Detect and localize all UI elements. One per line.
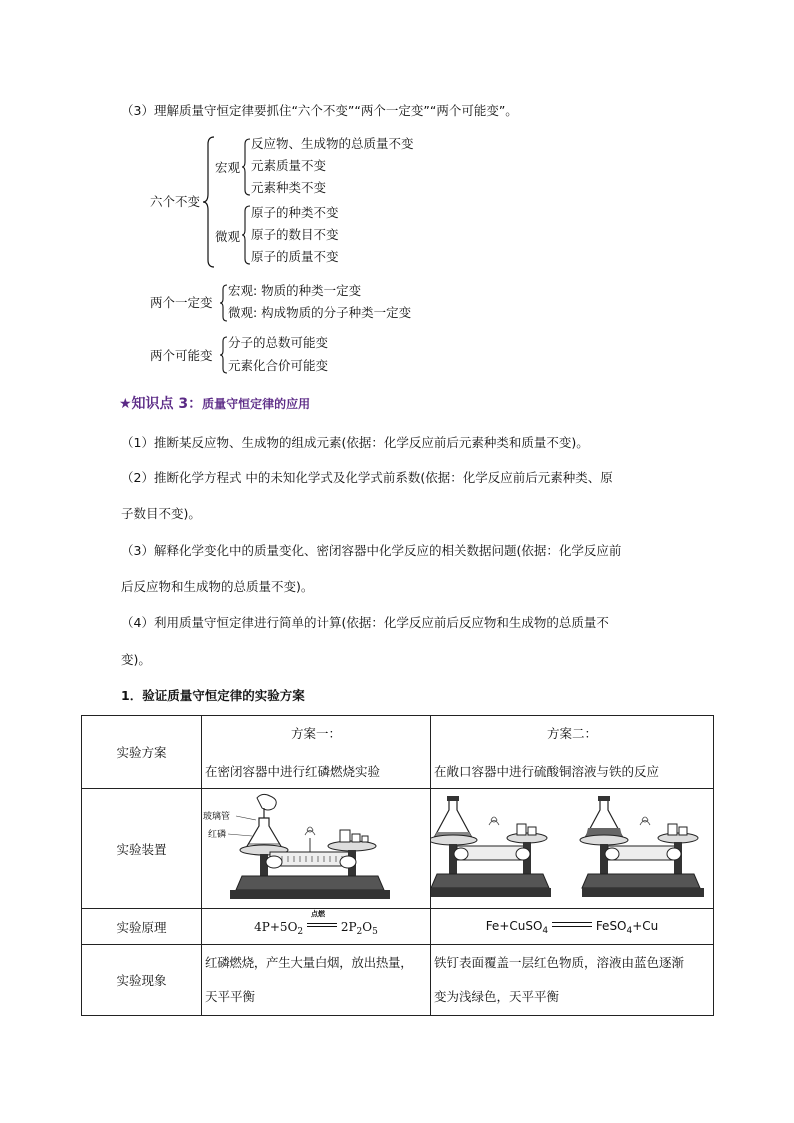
plan2-desc: 在敞口容器中进行硫酸铜溶液与铁的反应 [434, 764, 660, 779]
equation1-left-sub: 2 [297, 926, 304, 937]
equation1-cell [202, 909, 431, 945]
phenomenon1-cell [202, 945, 431, 1016]
phenomenon1-line: 天平平衡 [205, 989, 256, 1004]
phenomenon2-cell [431, 945, 714, 1016]
equation1-right-sub2: 5 [372, 926, 378, 937]
macro-item: 元素种类不变 [251, 180, 327, 195]
two-change-brace-icon [219, 284, 228, 322]
phenomenon1-line: 红磷燃烧，产生大量白烟，放出热量， [205, 955, 413, 970]
app-line: 变)。 [121, 652, 151, 667]
two-maybe-brace-icon [219, 336, 228, 374]
six-unchanged-label: 六个不变 [150, 194, 201, 209]
micro-item: 原子的质量不变 [251, 249, 339, 264]
macro-item: 反应物、生成物的总质量不变 [251, 136, 414, 151]
micro-item: 原子的数目不变 [251, 227, 339, 242]
plan1-desc: 在密闭容器中进行红磷燃烧实验 [205, 764, 381, 779]
app-line: （2）推断化学方程式 中的未知化学式及化学式前系数(依据：化学反应前后元素种类、原 [121, 470, 613, 485]
equation1-right-mid: O [362, 919, 373, 934]
plan1-title: 方案一： [291, 726, 342, 741]
phenomenon2-line: 铁钉表面覆盖一层红色物质，溶液由蓝色逐渐 [434, 955, 685, 970]
equation1-right: 2P [340, 919, 357, 934]
equation2-right-sub: 4 [626, 925, 633, 936]
plan1-cell [202, 716, 431, 789]
two-maybe-item: 元素化合价可能变 [228, 358, 329, 373]
balance-right [580, 796, 704, 897]
red-phosphorus-label: 红磷 [208, 829, 227, 840]
intro-line: （3）理解质量守恒定律要抓住“六个不变”“两个一定变”“两个可能变”。 [121, 103, 518, 118]
row-label: 实验方案 [82, 716, 202, 789]
equation1-arrow [307, 908, 337, 931]
equation2-right: FeSO [595, 918, 627, 933]
two-maybe-label: 两个可能变 [150, 348, 213, 363]
knowledge-point-star: ★知识点 3： [119, 396, 203, 412]
experiment-table [81, 715, 714, 1016]
table-row [82, 945, 714, 1016]
table-row [82, 789, 714, 909]
app-line: 后反应物和生成物的总质量不变)。 [121, 579, 314, 594]
equation2-cell [431, 909, 714, 945]
balance-phosphorus-illustration [202, 790, 429, 908]
section-heading: 1．验证质量守恒定律的实验方案 [121, 688, 305, 703]
macro-brace-icon [241, 138, 251, 196]
two-change-item: 宏观: 物质的种类一定变 [228, 283, 362, 298]
app-line: （4）利用质量守恒定律进行简单的计算(依据：化学反应前后反应物和生成物的总质量不 [121, 615, 609, 630]
plan2-cell [431, 716, 714, 789]
micro-brace-icon [241, 205, 251, 265]
app-line: （1）推断某反应物、生成物的组成元素(依据：化学反应前后元素种类和质量不变)。 [121, 435, 589, 450]
two-change-item: 微观: 构成物质的分子种类一定变 [228, 305, 412, 320]
knowledge-point-heading [119, 393, 310, 413]
phenomenon2-line: 变为浅绿色，天平平衡 [434, 989, 560, 1004]
two-maybe-item: 分子的总数可能变 [228, 335, 329, 350]
big-brace-icon [202, 136, 216, 268]
equation2-right-tail: +Cu [632, 918, 659, 933]
equation1-left: 4P+5O [254, 919, 298, 934]
row-label: 实验装置 [82, 789, 202, 909]
table-row [82, 716, 714, 789]
table-row [82, 909, 714, 945]
apparatus1-cell [202, 789, 431, 909]
app-line: （3）解释化学变化中的质量变化、密闭容器中化学反应的相关数据问题(依据：化学反应前 [121, 543, 622, 558]
row-label: 实验原理 [82, 909, 202, 945]
row-label: 实验现象 [82, 945, 202, 1016]
micro-label: 微观 [215, 229, 241, 244]
macro-item: 元素质量不变 [251, 158, 327, 173]
micro-item: 原子的种类不变 [251, 205, 339, 220]
app-line: 子数目不变)。 [121, 506, 201, 521]
macro-label: 宏观 [215, 160, 241, 175]
plan2-title: 方案二： [546, 726, 597, 741]
two-change-label: 两个一定变 [150, 295, 213, 310]
equation2-left: Fe+CuSO [485, 918, 543, 933]
knowledge-point-title: 质量守恒定律的应用 [202, 397, 311, 411]
apparatus2-cell [431, 789, 714, 909]
equation2-left-sub: 4 [542, 925, 549, 936]
equation2-arrow [552, 918, 592, 930]
balance-iron-copper-illustration [431, 790, 712, 908]
balance-left [431, 796, 551, 897]
reaction-condition: 点燃 [310, 908, 325, 918]
equation1-right-sub1: 2 [356, 926, 363, 937]
glass-tube-label: 玻璃管 [203, 811, 231, 822]
